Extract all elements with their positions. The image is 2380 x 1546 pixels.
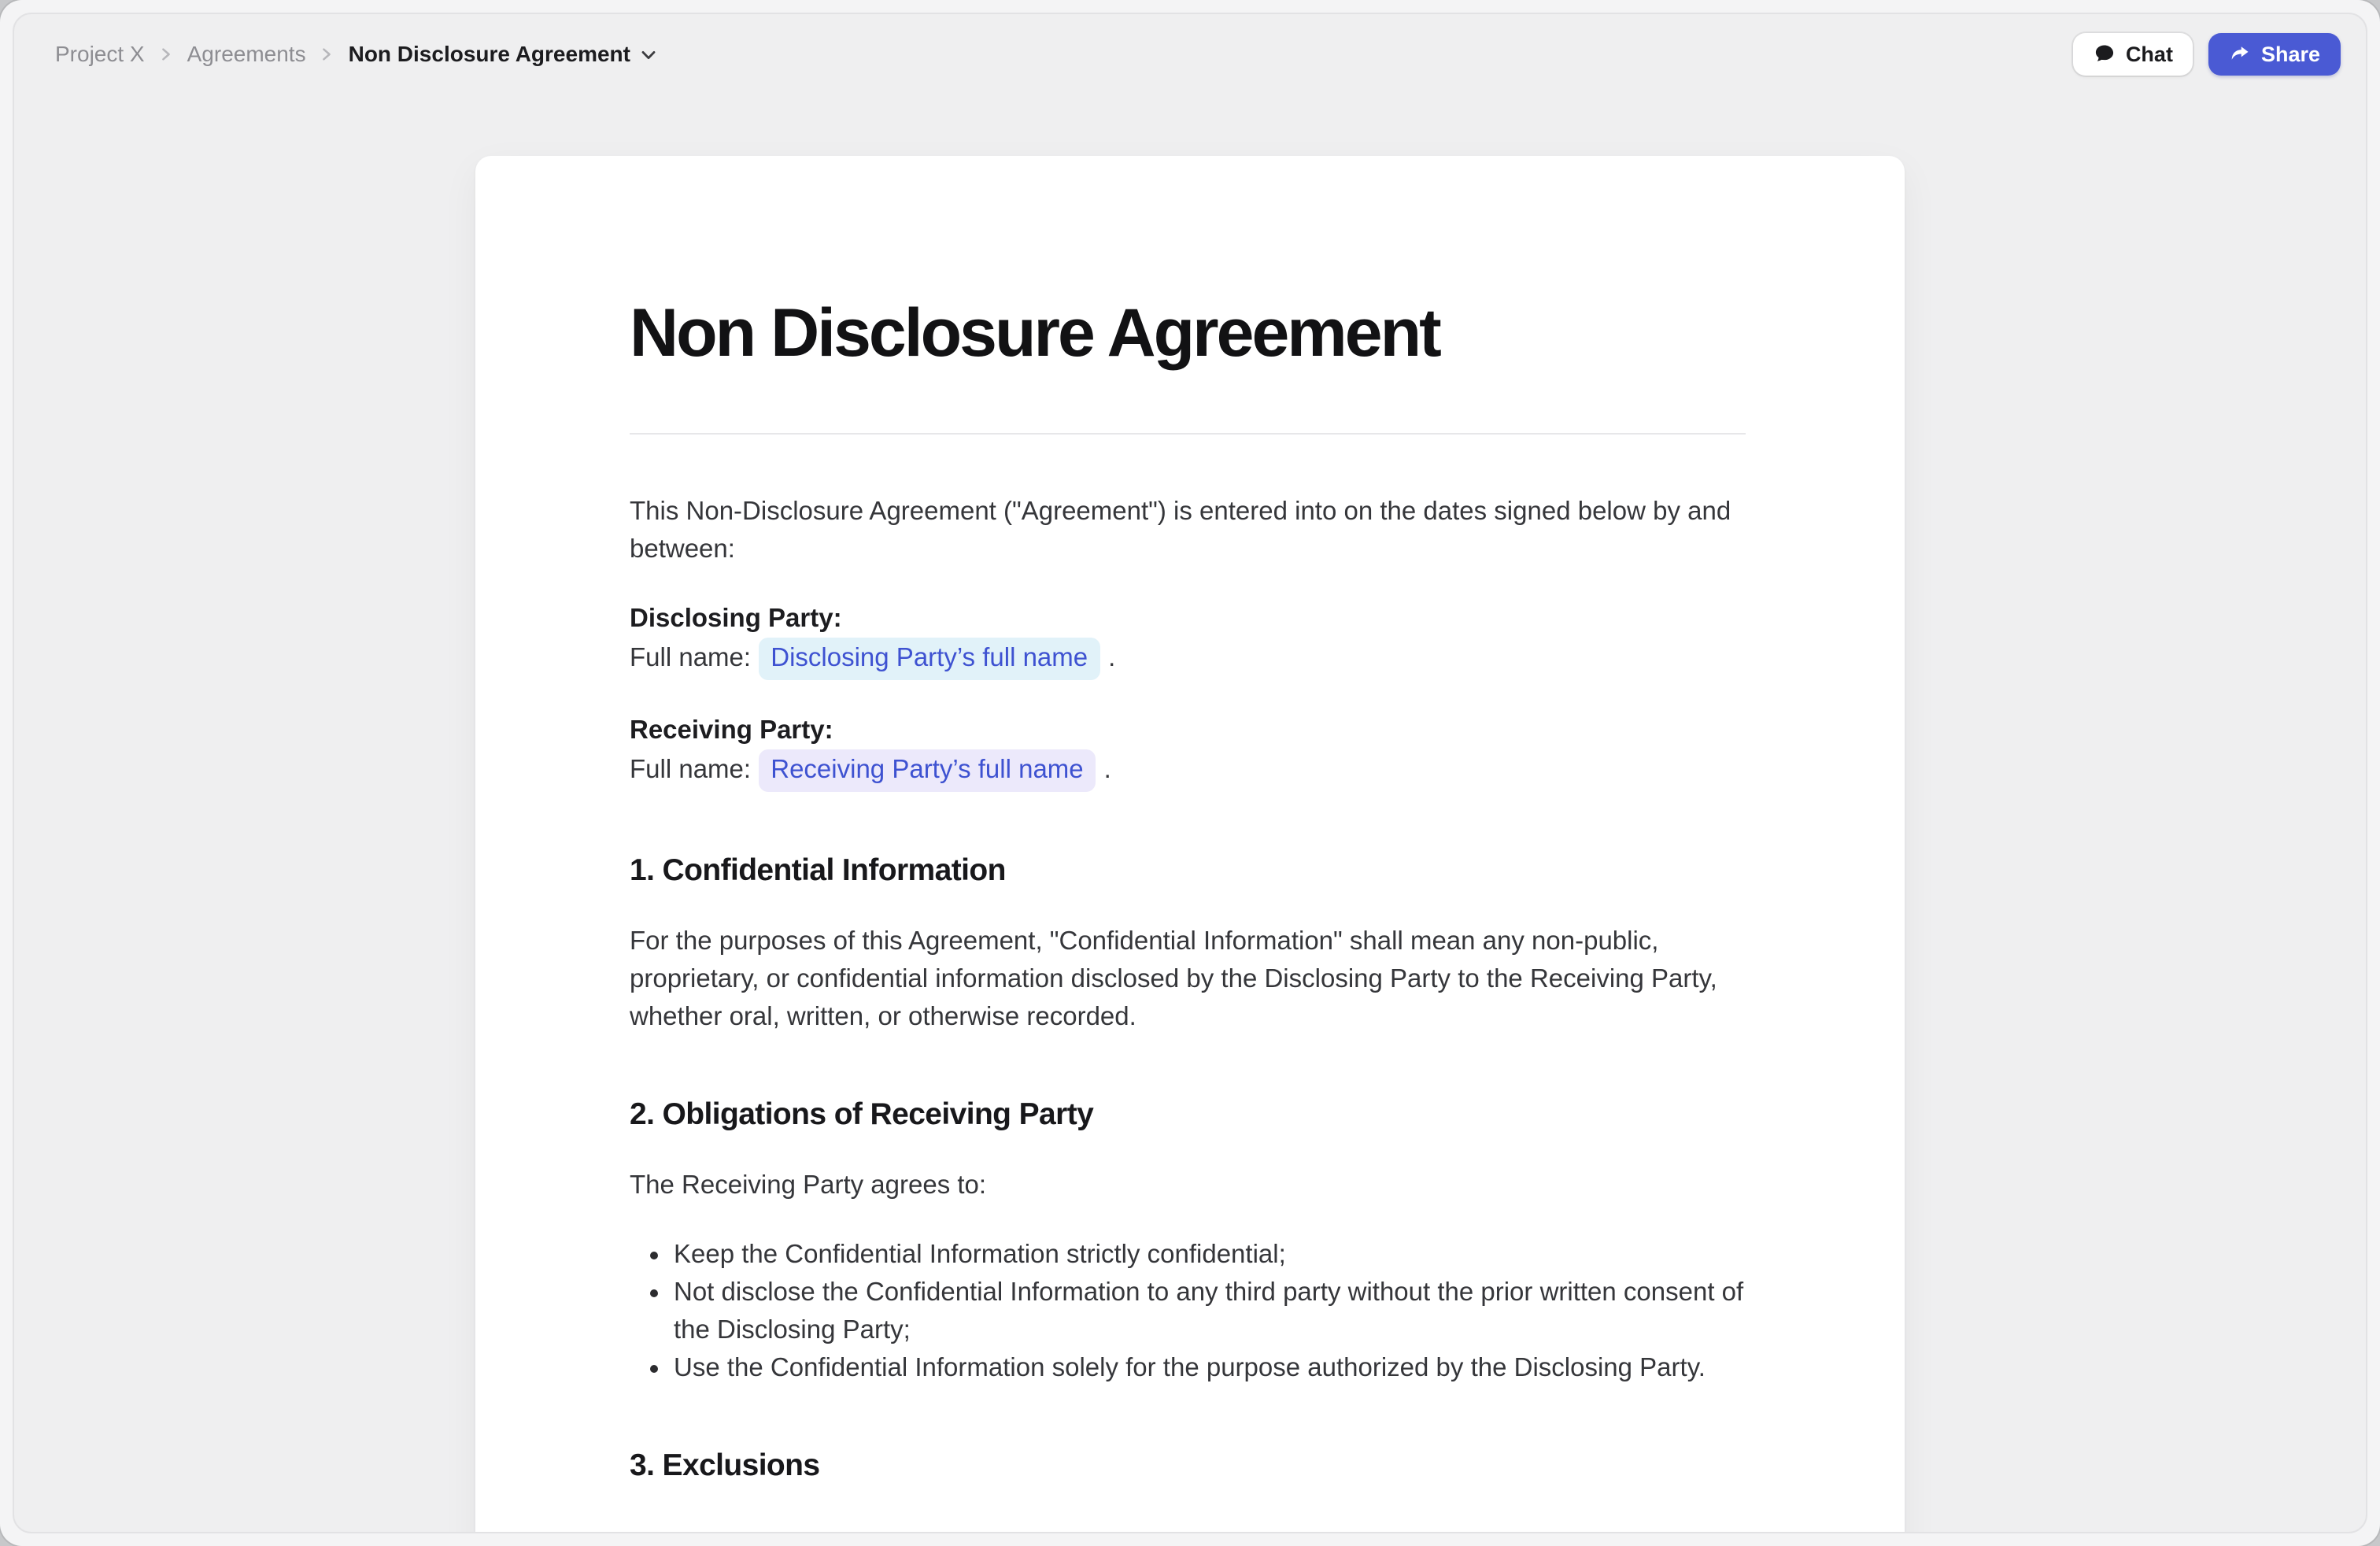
- breadcrumb-project[interactable]: Project X: [55, 41, 145, 66]
- header-actions: [2074, 32, 2341, 75]
- disclosing-party-block[interactable]: [630, 600, 1746, 680]
- breadcrumb-current-label: Non Disclosure Agreement: [348, 41, 630, 66]
- title-divider: [630, 433, 1746, 435]
- chevron-down-icon: [640, 46, 656, 62]
- content-panel: [13, 13, 2367, 1533]
- disclosing-line-suffix: .: [1108, 644, 1116, 672]
- chevron-right-icon: [159, 46, 173, 61]
- document-card: [475, 156, 1905, 1532]
- section-2-paragraph[interactable]: The Receiving Party agrees to:: [630, 1171, 987, 1200]
- document-body: [630, 493, 1746, 1486]
- receiving-line-suffix: .: [1103, 756, 1111, 784]
- list-item[interactable]: Use the Confidential Information solely for the purpose authorized by the Disclosing Party.: [674, 1349, 1746, 1387]
- section-heading-exclusions[interactable]: 3. Exclusions: [630, 1448, 820, 1483]
- receiving-full-name-placeholder-chip[interactable]: Receiving Party’s full name: [758, 749, 1096, 792]
- breadcrumb-agreements[interactable]: Agreements: [187, 41, 306, 66]
- section-heading-confidential-information[interactable]: 1. Confidential Information: [630, 853, 1006, 888]
- list-item[interactable]: Keep the Confidential Information strictly confidential;: [674, 1236, 1746, 1274]
- document-scroll-area[interactable]: [14, 93, 2366, 1532]
- section-heading-obligations[interactable]: 2. Obligations of Receiving Party: [630, 1097, 1094, 1132]
- chevron-right-icon: [320, 46, 334, 61]
- document-title[interactable]: Non Disclosure Agreement: [630, 296, 1439, 372]
- obligations-list: [630, 1236, 1746, 1387]
- section-1-paragraph[interactable]: For the purposes of this Agreement, "Confidential Information" shall mean any non-public, proprietary, or confidential information disclosed by the Disclosing Party to the Receiving Party, whether oral, written, or otherwise recorded.: [630, 927, 1717, 1031]
- chat-button[interactable]: [2074, 32, 2193, 75]
- disclosing-party-label: Disclosing Party:: [630, 605, 842, 633]
- chat-button-label: Chat: [2125, 42, 2173, 65]
- top-bar: [14, 14, 2366, 93]
- share-button[interactable]: [2209, 32, 2341, 75]
- disclosing-full-name-placeholder-chip[interactable]: Disclosing Party’s full name: [758, 638, 1100, 680]
- breadcrumb: [55, 41, 656, 66]
- disclosing-full-name-label: Full name:: [630, 644, 752, 672]
- list-item[interactable]: Not disclose the Confidential Information to any third party without the prior written consent of the Disclosing Party;: [674, 1274, 1746, 1349]
- chat-bubble-icon: [2094, 43, 2116, 65]
- breadcrumb-current-document[interactable]: [349, 41, 656, 66]
- receiving-full-name-label: Full name:: [630, 756, 752, 784]
- receiving-party-label: Receiving Party:: [630, 716, 833, 745]
- receiving-party-block[interactable]: [630, 712, 1746, 792]
- share-button-label: Share: [2260, 42, 2320, 65]
- share-forward-arrow-icon: [2230, 43, 2252, 65]
- intro-paragraph[interactable]: This Non-Disclosure Agreement ("Agreement") is entered into on the dates signed below by and between:: [630, 497, 1731, 564]
